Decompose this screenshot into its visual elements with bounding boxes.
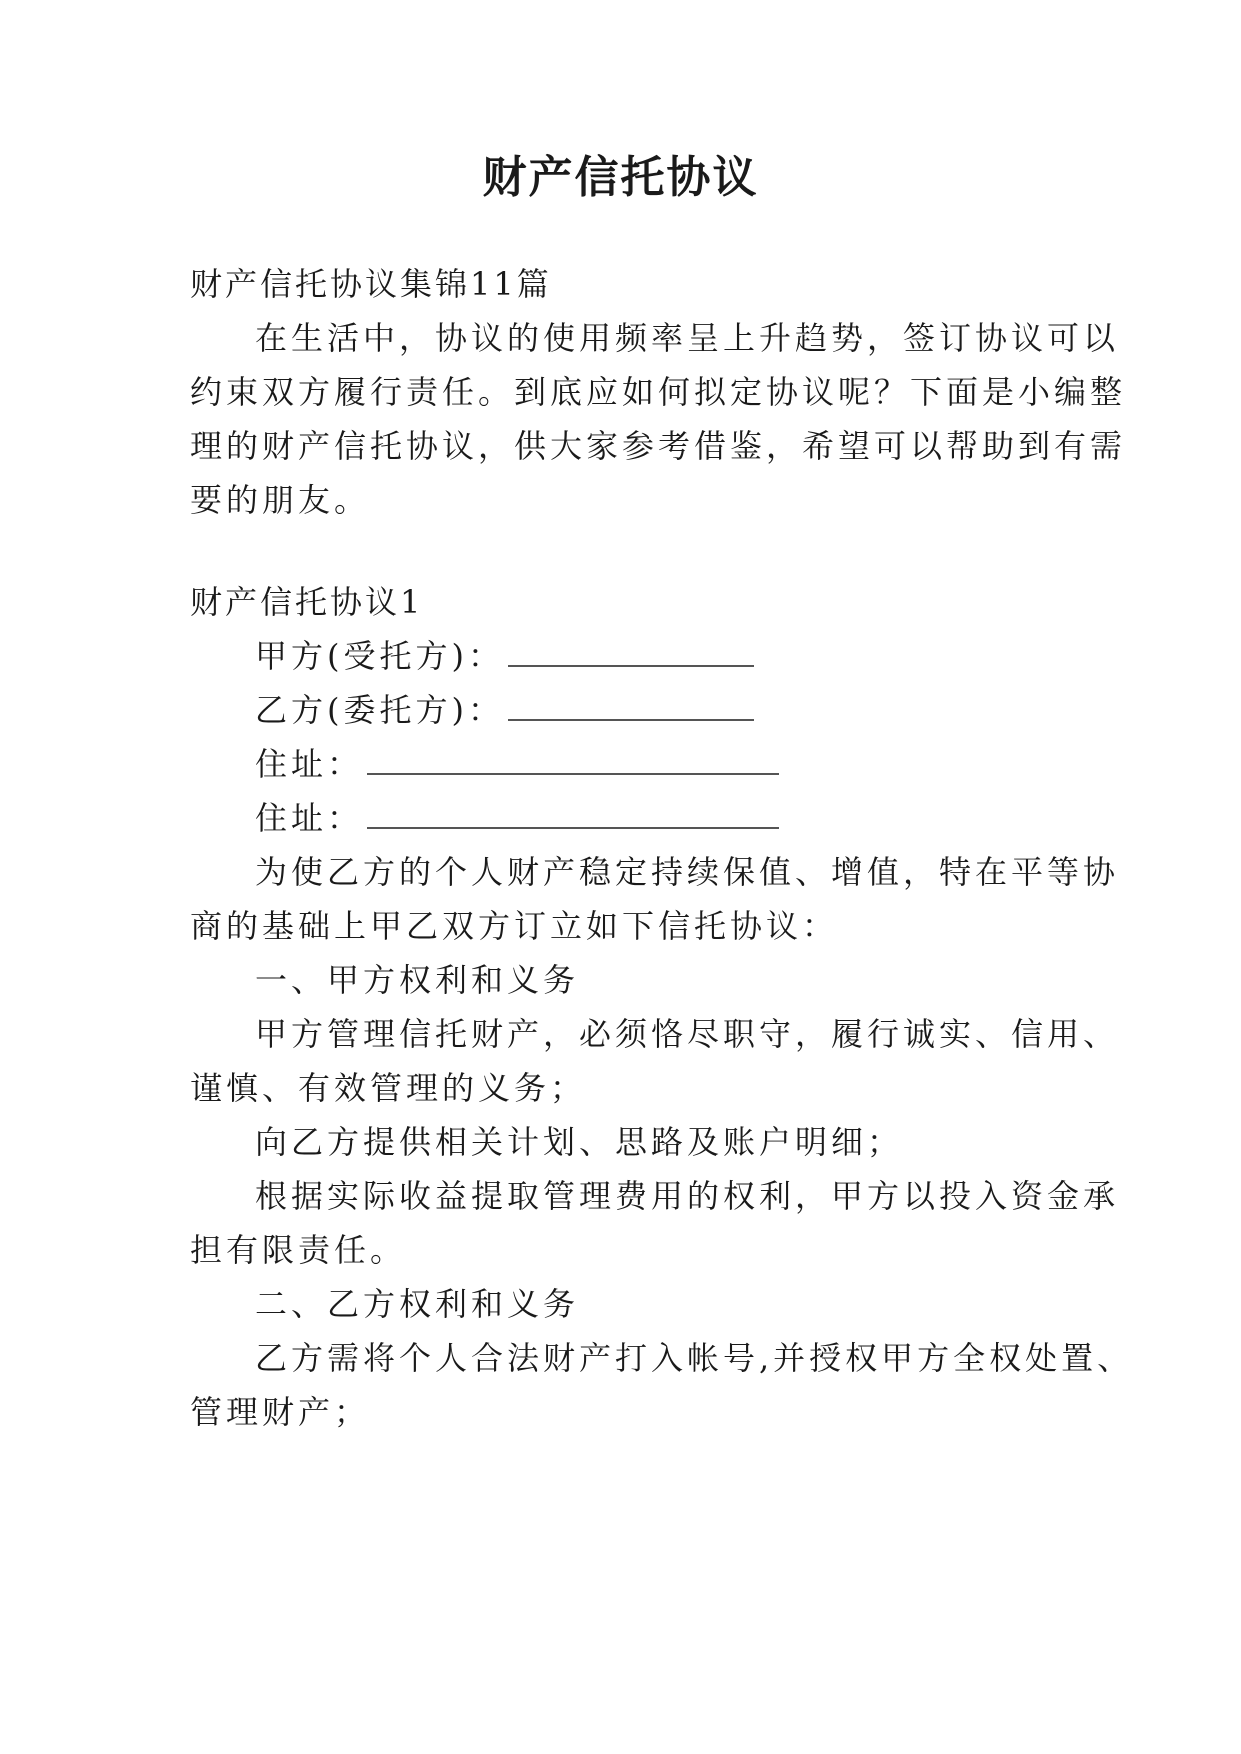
body-line-10: 乙方需将个人合法财产打入帐号,并授权甲方全权处置、 [255,1339,1134,1377]
body-line-6: 向乙方提供相关计划、思路及账户明细； [255,1123,904,1161]
address-1-field [255,742,779,786]
body-line-7: 根据实际收益提取管理费用的权利，甲方以投入资金承 [255,1177,1120,1215]
document-title: 财产信托协议 [482,152,759,203]
body-line-2: 商的基础上甲乙双方订立如下信托协议： [190,907,839,945]
party-a-label: 甲方(受托方)： [255,637,504,675]
body-line-4: 甲方管理信托财产，必须恪尽职守，履行诚实、信用、 [255,1015,1120,1053]
section-1-heading: 财产信托协议1 [190,583,424,621]
body-line-8: 担有限责任。 [190,1231,407,1269]
address-1-label: 住址： [255,745,364,783]
body-line-1: 为使乙方的个人财产稳定持续保值、增值，特在平等协 [255,853,1120,891]
document-subtitle: 财产信托协议集锦11篇 [190,265,552,303]
intro-line-2: 约束双方履行责任。到底应如何拟定协议呢？下面是小编整 [190,373,1127,411]
address-1-blank [367,743,779,775]
party-b-field [255,688,754,732]
address-2-label: 住址： [255,799,364,837]
body-line-11: 管理财产； [190,1393,371,1431]
intro-line-3: 理的财产信托协议，供大家参考借鉴，希望可以帮助到有需 [190,427,1127,465]
intro-line-4: 要的朋友。 [190,481,371,519]
party-b-blank [508,689,754,721]
address-2-blank [367,797,779,829]
party-b-label: 乙方(委托方)： [255,691,504,729]
clause-2-heading: 二、乙方权利和义务 [255,1285,580,1323]
clause-1-heading: 一、甲方权利和义务 [255,961,580,999]
party-a-blank [508,635,754,667]
address-2-field [255,796,779,840]
party-a-field [255,634,754,678]
intro-line-1: 在生活中，协议的使用频率呈上升趋势，签订协议可以 [255,319,1120,357]
body-line-5: 谨慎、有效管理的义务； [190,1069,587,1107]
